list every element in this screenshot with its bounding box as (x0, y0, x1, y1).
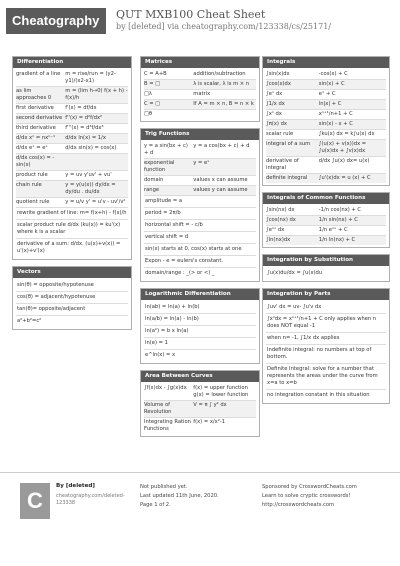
row-value: values y can assume (193, 187, 248, 193)
table-row (266, 174, 386, 183)
table-row (266, 226, 386, 236)
row-key: second derivative (16, 115, 63, 121)
text-line: amplitude = a (144, 196, 256, 208)
table-row (16, 114, 128, 124)
footer-author-link[interactable]: cheatography.com/deleted-123338 (56, 493, 125, 506)
row-value: values x can assume (193, 177, 248, 183)
table-row (144, 70, 256, 80)
row-key: third derivative (16, 125, 56, 131)
page-title: QUT MXB100 Cheat Sheet (116, 8, 266, 21)
section-title: Logarithmic Differentiation (141, 289, 259, 300)
table-row (266, 140, 386, 157)
row-value: 1/n sin(nx) + C (318, 217, 358, 223)
text-line: no integration constant in this situation (267, 392, 370, 398)
common-integrals-content (263, 204, 389, 247)
table-row (144, 110, 256, 119)
table-row (266, 216, 386, 226)
row-key: d/dx xⁿ = nxⁿ⁻¹ (16, 135, 56, 141)
byline[interactable]: by [deleted] via cheatography.com/123338/cs/25171/ (116, 22, 331, 31)
integrals-section (262, 56, 390, 186)
row-key: ∫ln(nx)dx (266, 237, 291, 243)
row-key: quotient rule (16, 199, 50, 205)
text-line: ∫u(x)du/dx = ∫u(x)du (267, 270, 323, 276)
row-value: m = (lim h→0) f(x + h) - f(x)/h (65, 88, 128, 101)
text-line: ∫uv' dx = uv- ∫u'v dx (266, 302, 386, 314)
text-line: ln(aᵇ) = b x ln(a) (144, 326, 256, 338)
row-value: y = eˣ (193, 160, 210, 166)
table-row (144, 401, 256, 418)
row-value: d/dx sin(x) = cos(x) (65, 145, 117, 151)
row-key: y = a sin(bx + c) + d (144, 143, 188, 156)
row-key: ∫sin(x)dx (266, 71, 290, 77)
row-key: Volume of Revolution (144, 402, 172, 415)
row-value: If A = m × n, B = n × k (193, 101, 254, 107)
section-title: Matrices (141, 57, 259, 68)
table-row (144, 100, 256, 110)
section-title: Trig Functions (141, 129, 259, 140)
substitution-section (262, 254, 390, 282)
table-row (266, 110, 386, 120)
text-line: rewrite gradient of line: m= f(x+h) - f(x)/h (16, 208, 128, 220)
table-row (16, 70, 128, 87)
parts-content (263, 300, 389, 403)
row-key: integral of a sum (266, 141, 311, 147)
table-row (266, 80, 386, 90)
differentiation-section (12, 56, 132, 260)
trig-content (141, 140, 259, 281)
table-row (16, 104, 128, 114)
integrals-content (263, 68, 389, 185)
cheatography-logo[interactable]: Cheatography (6, 8, 106, 34)
row-key: ∫π(x) dx (266, 121, 287, 127)
text-line: vertical shift = d (144, 232, 256, 244)
text-line: domain/range : _(> or <) _ (145, 270, 215, 276)
row-key: domain (144, 177, 164, 183)
text-line: cos(θ) = adjacent/hypotenuse (16, 292, 128, 304)
row-value: y = a cos(bx + c) + d (193, 143, 250, 149)
sponsor-tagline: Learn to solve cryptic crosswords! (262, 493, 351, 499)
common-integrals-section (262, 192, 390, 248)
table-row (144, 159, 256, 176)
row-value: ln|x| + C (318, 101, 342, 107)
table-row (144, 142, 256, 159)
row-value: f'''(x) = d³f/dx³ (65, 125, 104, 131)
row-value: d/dx ∫u(x) dx= u(x) (318, 158, 370, 164)
row-key: gradient of a line (16, 71, 61, 77)
footer-meta (140, 483, 219, 510)
author-avatar[interactable]: C (20, 483, 50, 519)
row-value: xⁿ⁺¹/n+1 + C (318, 111, 353, 117)
text-line: when n= -1, ∫1/x dx applies (266, 333, 386, 345)
row-value: y = y(u(x)) dy/dx = dy/du . du/dx (65, 182, 116, 195)
table-row (144, 176, 256, 186)
footer-sponsor (262, 483, 392, 510)
row-key: ∫1/x dx (266, 101, 285, 107)
text-line: scalar product rule d/dx (ku(x)) = ku'(x) where k is a scalar (16, 220, 128, 239)
row-value: f''(x) = d²f/dx² (65, 115, 103, 121)
row-value: 1/n ln(nx) + C (318, 237, 356, 243)
text-line: a²+b²=c² (17, 318, 42, 324)
table-row (266, 206, 386, 216)
row-value: 1/n eⁿˣ + C (318, 227, 348, 233)
last-updated: Last updated 11th June, 2020. (140, 493, 219, 499)
differentiation-content (13, 68, 131, 259)
table-row (16, 198, 128, 208)
row-value: sin(x) + C (318, 81, 345, 87)
text-line: period = 2π/b (144, 208, 256, 220)
header (0, 0, 400, 52)
section-title: Integrals (263, 57, 389, 68)
row-key: first derivative (16, 105, 54, 111)
section-title: Vectors (13, 267, 131, 278)
vectors-section (12, 266, 132, 330)
substitution-content (263, 266, 389, 281)
table-row (144, 90, 256, 100)
section-title: Differentiation (13, 57, 131, 68)
row-key: □θ (144, 111, 153, 117)
table-row (266, 90, 386, 100)
sponsor-line[interactable]: Sponsored by CrosswordCheats.com (262, 484, 357, 490)
areas-content (141, 382, 259, 436)
table-row (16, 181, 128, 198)
text-line: ln(e) = 1 (144, 338, 256, 350)
table-row (266, 70, 386, 80)
row-value: y = u/v y' = u'v - uv'/v² (65, 199, 126, 205)
row-key: as lim approaches 0 (16, 88, 52, 101)
row-value: -cos(x) + C (318, 71, 348, 77)
row-key: product rule (16, 172, 48, 178)
table-row (16, 144, 128, 154)
table-row (144, 384, 256, 401)
row-key: ∫xⁿ dx (266, 111, 282, 117)
row-key: ∫eˣ dx (266, 91, 283, 97)
row-key: range (144, 187, 160, 193)
row-key: C = A+B (144, 71, 167, 77)
parts-section (262, 288, 390, 404)
row-key: chain rule (16, 182, 42, 188)
footer-author[interactable]: By [deleted] (56, 483, 95, 489)
row-key: C = □ (144, 101, 161, 107)
table-row (266, 236, 386, 245)
areas-section (140, 370, 260, 437)
text-line: sin(θ) = opposite/hypotenuse (16, 280, 128, 292)
table-row (16, 87, 128, 104)
row-value: ∫u'(x)dx = u (x) + C (318, 175, 371, 181)
text-line: tan(θ)= opposite/adjacent (16, 304, 128, 316)
row-value: -1/n cos(nx) + C (318, 207, 362, 213)
table-row (16, 171, 128, 181)
row-value: matrix (193, 91, 211, 97)
page-number: Page 1 of 2. (140, 502, 171, 508)
text-line: Indefinite integral: no numbers at top of bottom. (266, 345, 386, 364)
table-row (266, 130, 386, 140)
text-line: Definite Integral: solve for a number that represents the areas under the curve from x=a to x=b (266, 364, 386, 390)
table-row (266, 157, 386, 174)
text-line: e^ln(x) = x (145, 352, 176, 358)
row-key: scalar rule (266, 131, 294, 137)
table-row (144, 418, 256, 434)
matrices-section (140, 56, 260, 122)
table-row (144, 186, 256, 196)
row-value (193, 111, 256, 118)
row-key: ∫eⁿˣ dx (266, 227, 285, 233)
table-row (16, 124, 128, 134)
row-value: ∫(u(x) + v(x))dx = ∫u(x)dx + ∫v(x)dx (318, 141, 367, 154)
published-status: Not published yet. (140, 484, 188, 490)
row-value: f'(x) = df/dx (65, 105, 97, 111)
vectors-content (13, 278, 131, 329)
text-line: Expon - e = eulers's constant. (144, 256, 256, 268)
text-line: horizontal shift = - c/b (144, 220, 256, 232)
footer (0, 472, 400, 566)
text-line: derivative of a sum: d/dx. (u(x)+v(x)) = u'(x)+v'(x) (17, 241, 121, 254)
column-3 (262, 56, 390, 410)
row-value (65, 155, 128, 169)
sponsor-url[interactable]: http://crosswordcheats.com (262, 502, 335, 508)
row-value: ∫ku(x) dx = k∫u(x) dx (318, 131, 375, 137)
row-value: λ is scalar, λ is m × n (193, 81, 250, 87)
row-value: m = rise/run = (y2-y1)/(x2-x1) (65, 71, 116, 84)
table-row (144, 80, 256, 90)
row-key: ∫cos(x)dx (266, 81, 291, 87)
text-line: sin(x) starts at 0, cos(x) starts at one (144, 244, 256, 256)
row-value: eˣ + C (318, 91, 336, 97)
row-value: f(x) = upper function g(x) = lower function (193, 385, 249, 398)
row-key: B = □ (144, 81, 161, 87)
table-row (266, 100, 386, 110)
row-key: ∫sin(nx) dx (266, 207, 295, 213)
row-value: f(x) = x/x²-1 (193, 419, 225, 425)
row-key: definite integral (266, 175, 308, 181)
table-row (16, 134, 128, 144)
trig-section (140, 128, 260, 282)
section-title: Integration by Substitution (263, 255, 389, 266)
row-value: addition/subtraction (193, 71, 246, 77)
row-value: d/dx ln(x) = 1/x (65, 135, 106, 141)
row-key: Integrating Ration Functions (144, 419, 191, 432)
column-2 (140, 56, 260, 443)
matrices-content (141, 68, 259, 121)
text-line: ∫xⁿdx = xⁿ⁺¹/n+1 + C only applies when n does NOT equal -1 (266, 314, 386, 333)
row-key: ∫f(x)dx - ∫g(x)dx (144, 385, 187, 391)
section-title: Integration by Parts (263, 289, 389, 300)
text-line: ln(ab) = ln(a) + ln(b) (144, 302, 256, 314)
row-key: d/dx cos(x) = -sin(x) (16, 155, 55, 168)
log-content (141, 300, 259, 363)
row-key: □λ (144, 91, 152, 97)
row-key: derivative of integral (266, 158, 299, 171)
section-title: Area Between Curves (141, 371, 259, 382)
table-row (266, 120, 386, 130)
row-value: y = uv y'uv' + vu' (65, 172, 112, 178)
column-1 (12, 56, 132, 336)
row-key: ∫cos(nx) dx (266, 217, 296, 223)
text-line: ln(a/b) = ln(a) - ln(b) (144, 314, 256, 326)
section-title: Integrals of Common Functions (263, 193, 389, 204)
table-row (16, 154, 128, 171)
log-section (140, 288, 260, 364)
row-key: exponential function (144, 160, 175, 173)
row-value: V = π ∫ y² dx (193, 402, 227, 408)
row-value: sin(x) - x + C (318, 121, 353, 127)
row-key: d/dx eˣ = eˣ (16, 145, 48, 151)
